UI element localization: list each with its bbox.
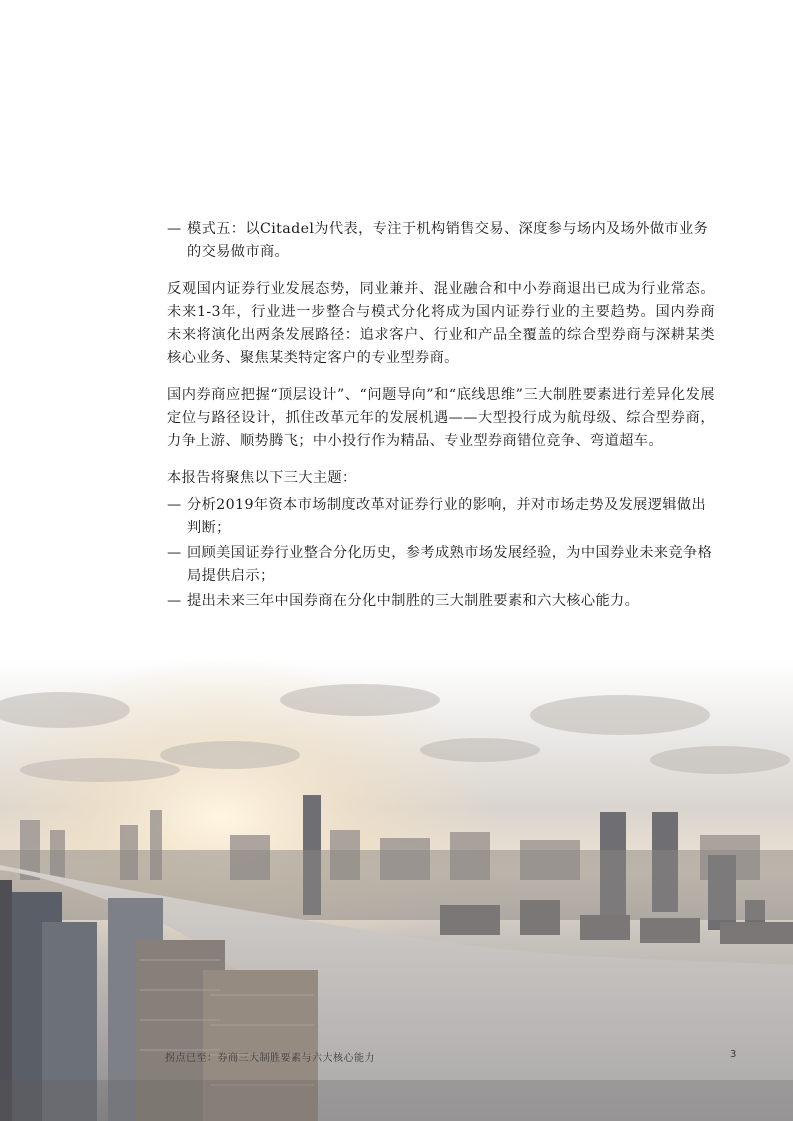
page-number: 3: [730, 1049, 737, 1060]
paragraph-trend: 反观国内证券行业发展态势，同业兼并、混业融合和中小券商退出已成为行业常态。未来1-3年，行业进一步整合与模式分化将成为国内证券行业的主要趋势。国内券商未来将演化出两条发展路径：追求客户、行业和产品全覆盖的综合型券商与深耕某类核心业务、聚焦某类特定客户的专业型券商。: [167, 281, 715, 366]
bullet-dash: —: [167, 221, 182, 237]
topics-lead: 本报告将聚焦以下三大主题：: [167, 470, 357, 486]
topic-item: [167, 542, 715, 588]
topic-item: [167, 590, 715, 613]
report-body: [167, 218, 715, 627]
intro-bullet: [167, 218, 715, 264]
topic-text: 提出未来三年中国券商在分化中制胜的三大制胜要素和六大核心能力。: [187, 593, 640, 609]
footer-report-title: 拐点已至：券商三大制胜要素与六大核心能力: [165, 1053, 375, 1064]
topic-item: [167, 494, 715, 540]
bullet-dash: —: [167, 545, 182, 561]
paragraph-strategy: 国内券商应把握“顶层设计”、“问题导向”和“底线思维”三大制胜要素进行差异化发展定位与路径设计，抓住改革元年的发展机遇——大型投行成为航母级、综合型券商，力争上游、顺势腾飞；中小投行作为精品、专业型券商错位竞争、弯道超车。: [167, 387, 715, 449]
bullet-dash: —: [167, 593, 182, 609]
bullet-dash: —: [167, 497, 182, 513]
topic-text: 分析2019年资本市场制度改革对证券行业的影响，并对市场走势及发展逻辑做出判断；: [187, 497, 707, 536]
topic-text: 回顾美国证券行业整合分化历史，参考成熟市场发展经验，为中国券业未来竞争格局提供启示；: [187, 545, 713, 584]
page-footer: [0, 1046, 793, 1066]
intro-bullet-text: 模式五：以Citadel为代表，专注于机构销售交易、深度参与场内及场外做市业务的交易做市商。: [187, 221, 709, 260]
